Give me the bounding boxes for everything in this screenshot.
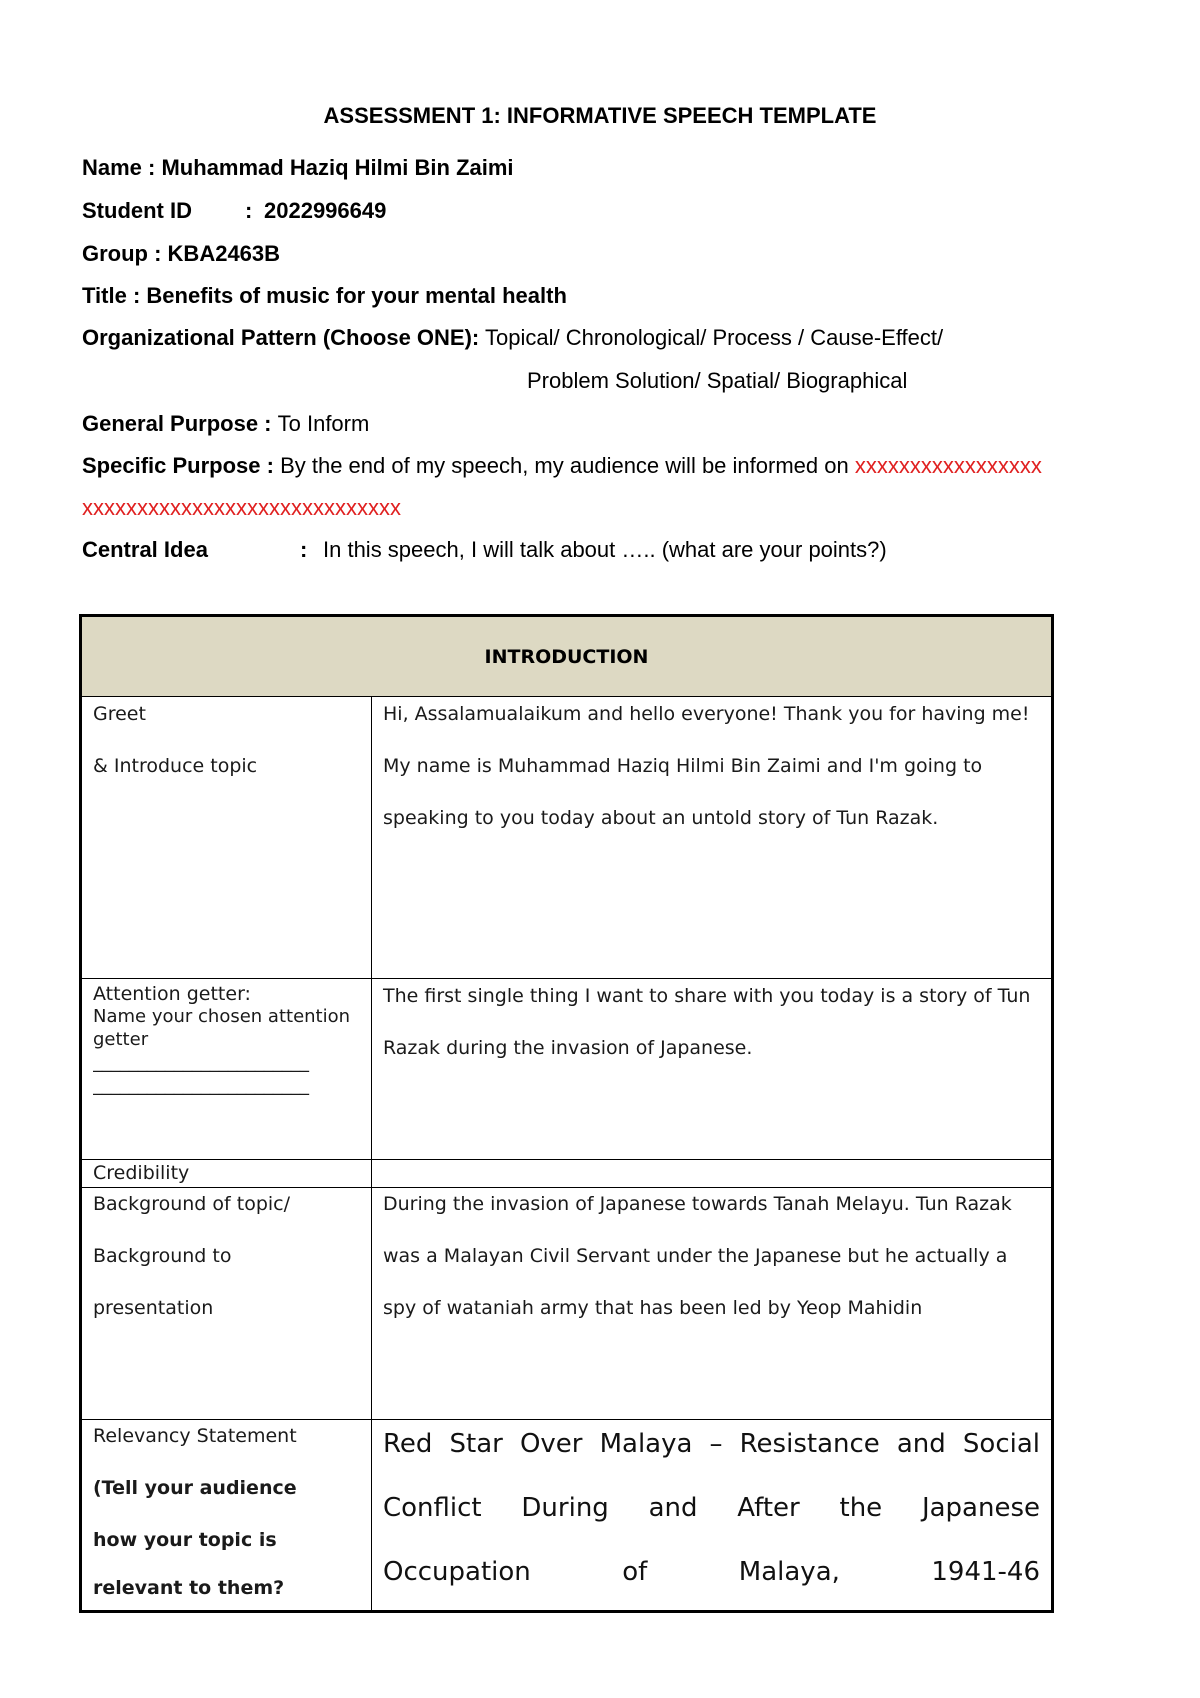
background-label-cell — [81, 1188, 372, 1420]
background-label-1: Background of topic/ — [93, 1193, 291, 1215]
relevancy-label-4: relevant to them? — [93, 1577, 285, 1599]
specific-purpose-value: By the end of my speech, my audience will be informed on — [280, 453, 855, 478]
name-label: Name : — [82, 155, 162, 180]
background-text-2: was a Malayan Civil Servant under the Japanese but he actually a — [383, 1245, 1008, 1267]
table-row — [81, 1188, 1053, 1420]
specific-purpose-placeholder-2: xxxxxxxxxxxxxxxxxxxxxxxxxxxxx — [82, 495, 401, 520]
student-id-line — [82, 198, 387, 224]
attention-getter-blank-1: ________________________ — [93, 1052, 309, 1073]
greet-text-cell — [372, 697, 1053, 979]
introduction-header: INTRODUCTION — [81, 616, 1053, 697]
central-idea-value: In this speech, I will talk about ….. (what are your points?) — [323, 537, 887, 562]
background-label-2: Background to — [93, 1245, 232, 1267]
pattern-options-2: Problem Solution/ Spatial/ Biographical — [527, 368, 908, 393]
pattern-label: Organizational Pattern (Choose ONE): — [82, 325, 480, 350]
relevancy-text-3: Occupation of Malaya, 1941-46 — [383, 1557, 1040, 1587]
student-id-value: 2022996649 — [264, 198, 387, 223]
greet-text-2: My name is Muhammad Haziq Hilmi Bin Zaimi and I'm going to — [383, 755, 983, 777]
pattern-options-1: Topical/ Chronological/ Process / Cause-Effect/ — [484, 325, 944, 350]
relevancy-text-cell — [372, 1420, 1053, 1612]
relevancy-label-3: how your topic is — [93, 1529, 277, 1551]
title-line — [82, 283, 567, 309]
table-row — [81, 979, 1053, 1160]
background-text-cell — [372, 1188, 1053, 1420]
specific-purpose-placeholder-1: xxxxxxxxxxxxxxxxx — [854, 453, 1042, 478]
greet-text-1: Hi, Assalamualaikum and hello everyone! Thank you for having me! — [383, 703, 1030, 725]
student-id-label: Student ID — [82, 198, 192, 223]
background-text-1: During the invasion of Japanese towards Tanah Melayu. Tun Razak — [383, 1193, 1012, 1215]
relevancy-label-1: Relevancy Statement — [93, 1425, 297, 1447]
general-purpose-value: To Inform — [277, 411, 370, 436]
attention-text-cell — [372, 979, 1053, 1160]
pattern-line — [82, 325, 943, 351]
central-idea-sep: : — [300, 537, 308, 562]
table-row — [81, 697, 1053, 979]
attention-text-1: The first single thing I want to share with you today is a story of Tun — [383, 985, 1031, 1007]
title-value: Benefits of music for your mental health — [146, 283, 567, 308]
background-label-3: presentation — [93, 1297, 214, 1319]
general-purpose-label: General Purpose : — [82, 411, 278, 436]
relevancy-label-2: (Tell your audience — [93, 1477, 297, 1499]
central-idea-line — [82, 537, 887, 563]
relevancy-text-2: Conflict During and After the Japanese — [383, 1493, 1040, 1523]
introduction-table — [79, 614, 1054, 1613]
name-value: Muhammad Haziq Hilmi Bin Zaimi — [161, 155, 514, 180]
greet-label: Greet — [93, 703, 146, 725]
table-row — [81, 1420, 1053, 1612]
specific-purpose-label: Specific Purpose : — [82, 453, 281, 478]
title-label: Title : — [82, 283, 147, 308]
document-title: ASSESSMENT 1: INFORMATIVE SPEECH TEMPLATE — [323, 103, 877, 128]
introduce-topic-label: & Introduce topic — [93, 755, 258, 777]
attention-getter-label: Attention getter: — [93, 983, 251, 1005]
group-label: Group : — [82, 241, 168, 266]
group-line — [82, 241, 280, 267]
group-value: KBA2463B — [167, 241, 281, 266]
central-idea-label: Central Idea — [82, 537, 208, 562]
general-purpose-line — [82, 411, 369, 437]
greet-text-3: speaking to you today about an untold story of Tun Razak. — [383, 807, 939, 829]
name-line — [82, 155, 514, 181]
greet-label-cell — [81, 697, 372, 979]
attention-text-2: Razak during the invasion of Japanese. — [383, 1037, 753, 1059]
attention-getter-blank-2: ________________________ — [93, 1075, 309, 1096]
student-id-sep: : — [245, 198, 253, 223]
credibility-label: Credibility — [81, 1160, 372, 1188]
specific-purpose-line — [82, 453, 1042, 479]
relevancy-text-1: Red Star Over Malaya – Resistance and Social — [383, 1429, 1040, 1459]
attention-getter-hint: Name your chosen attention getter — [93, 1006, 351, 1050]
background-text-3: spy of wataniah army that has been led by Yeop Mahidin — [383, 1297, 923, 1319]
relevancy-label-cell — [81, 1420, 372, 1612]
attention-label-cell — [81, 979, 372, 1160]
